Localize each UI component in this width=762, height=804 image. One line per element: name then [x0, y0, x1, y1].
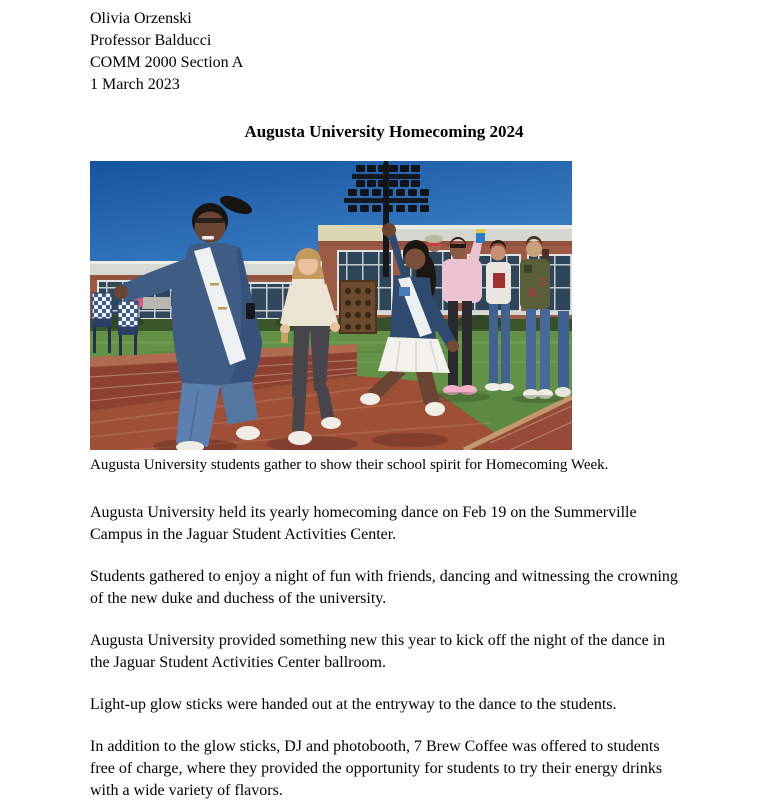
author-name: Olivia Orzenski [90, 10, 192, 27]
article-body [90, 502, 678, 802]
paragraph: Light-up glow sticks were handed out at the entryway to the dance to the students. [90, 696, 617, 713]
paragraph: Augusta University held its yearly homecoming dance on Feb 19 on the Summerville Campus in the Jaguar Student Activities Center. [90, 504, 637, 543]
mla-header [90, 8, 678, 96]
professor-name: Professor Balducci [90, 32, 212, 49]
date-line: 1 March 2023 [90, 76, 180, 93]
paragraph: In addition to the glow sticks, DJ and photobooth, 7 Brew Coffee was offered to students free of charge, where they provided the opportunity for students to try their energy drinks with a wide variety of flavors. [90, 738, 663, 799]
homecoming-photo [90, 161, 572, 450]
page-title: Augusta University Homecoming 2024 [244, 122, 524, 141]
paragraph: Augusta University provided something new this year to kick off the night of the dance in the Jaguar Student Activities Center ballroom. [90, 632, 666, 671]
paragraph: Students gathered to enjoy a night of fun with friends, dancing and witnessing the crowning of the new duke and duchess of the university. [90, 568, 678, 607]
course-section: COMM 2000 Section A [90, 54, 244, 71]
homecoming-figure [90, 161, 678, 475]
wooden-game-board [340, 281, 376, 333]
photo-caption: Augusta University students gather to show their school spirit for Homecoming Week. [90, 457, 609, 473]
